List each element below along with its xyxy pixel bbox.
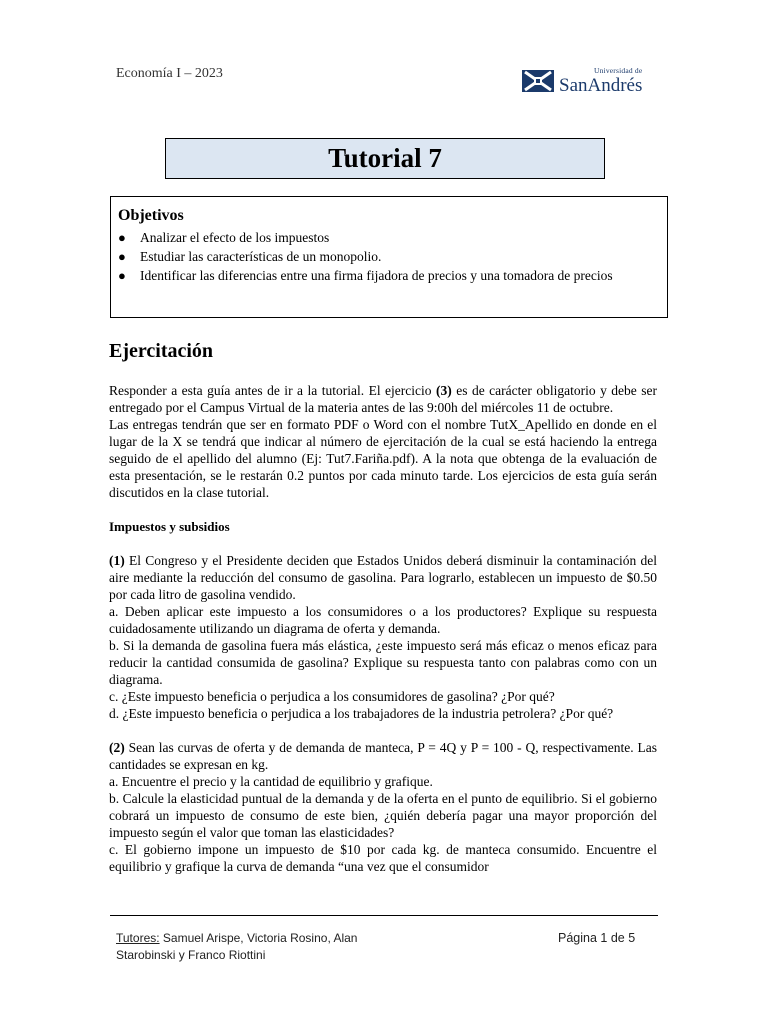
exercise-1: (1) El Congreso y el Presidente deciden que Estados Unidos deberá disminuir la contaminación del aire mediante la reducción del consumo de gasolina. Para lograrlo, establecen un impuesto de $0.50 por cada litro de gasolina vendido. <box>109 553 657 602</box>
logo-big-text: SanAndrés <box>559 74 643 96</box>
course-header: Economía I – 2023 <box>116 66 223 81</box>
exercise-part: b. Calcule la elasticidad puntual de la demanda y de la oferta en el punto de equilibrio. Si el gobierno cobrará un impuesto de consumo de este bien, ¿quién debería pagar una mayor proporción del impuesto según el valor que toman las elasticidades? <box>109 791 657 840</box>
bullet-icon: ● <box>118 230 126 245</box>
objective-item: ● Identificar las diferencias entre una firma fijadora de precios y una tomadora de precios <box>118 268 613 283</box>
section-title: Ejercitación <box>109 340 214 362</box>
footer-tutors: Tutores: Samuel Arispe, Victoria Rosino, Alan Starobinski y Franco Riottini <box>116 931 358 962</box>
university-crest-icon <box>521 68 555 94</box>
logo-small-text: Universidad de <box>593 66 643 76</box>
objectives-list <box>118 228 660 285</box>
bullet-icon: ● <box>118 249 126 264</box>
exercise-part: a. Encuentre el precio y la cantidad de equilibrio y grafique. <box>109 774 433 789</box>
section-content <box>109 382 657 875</box>
objective-item: ● Analizar el efecto de los impuestos <box>118 230 330 245</box>
exercise-2: (2) Sean las curvas de oferta y de demanda de manteca, P = 4Q y P = 100 - Q, respectivamente. Las cantidades se expresan en kg. <box>109 740 657 772</box>
page-title: Tutorial 7 <box>328 143 442 173</box>
exercise-part: c. El gobierno impone un impuesto de $10 por cada kg. de manteca consumido. Encuentre el equilibrio y grafique la curva de demanda “una vez que el consumidor <box>109 842 657 874</box>
objectives-box <box>110 196 668 318</box>
exercise-part: d. ¿Este impuesto beneficia o perjudica a los trabajadores de la industria petrolera? ¿Por qué? <box>109 706 614 721</box>
exercise-part: a. Deben aplicar este impuesto a los consumidores o a los productores? Explique su respuesta cuidadosamente utilizando un diagrama de oferta y demanda. <box>109 604 657 636</box>
footer-divider <box>110 915 658 916</box>
exercise-part: c. ¿Este impuesto beneficia o perjudica a los consumidores de gasolina? ¿Por qué? <box>109 689 555 704</box>
title-box <box>165 138 605 179</box>
objectives-heading: Objetivos <box>118 207 184 224</box>
bullet-icon: ● <box>118 268 126 283</box>
university-logo <box>521 67 642 95</box>
objective-item: ● Estudiar las características de un monopolio. <box>118 249 382 264</box>
page-number: Página 1 de 5 <box>558 931 636 945</box>
exercise-part: b. Si la demanda de gasolina fuera más elástica, ¿este impuesto será más eficaz o menos eficaz para reducir la cantidad consumida de gasolina? Explique su respuesta tanto con palabras como con un diagrama. <box>109 638 657 687</box>
intro-paragraph: Las entregas tendrán que ser en formato PDF o Word con el nombre TutX_Apellido en donde en el lugar de la X se tendrá que indicar al número de ejercitación de la cual se está haciendo la entrega seguido de el apellido del alumno (Ej: Tut7.Fariña.pdf). A la nota que obtenga de la evaluación de esta presentación, se le restarán 0.2 puntos por cada minuto tarde. Los ejercicios de esta guía serán discutidos en la clase tutorial. <box>109 417 657 500</box>
intro-paragraph: Responder a esta guía antes de ir a la tutorial. El ejercicio (3) es de carácter obligatorio y debe ser entregado por el Campus Virtual de la materia antes de las 9:00h del miércoles 11 de octubre. <box>109 383 658 415</box>
subheading: Impuestos y subsidios <box>109 519 230 534</box>
